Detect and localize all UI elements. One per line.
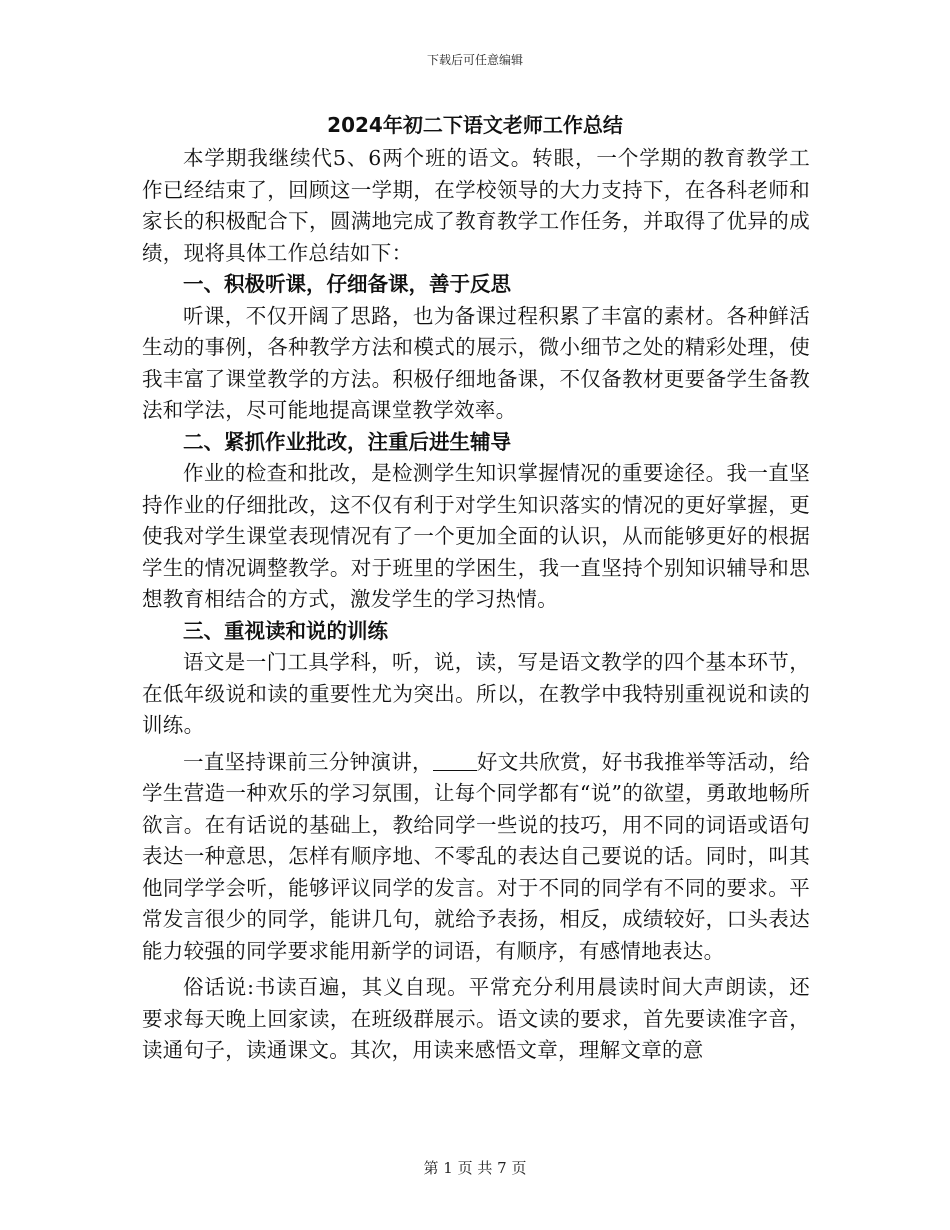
paragraph-2-lead-text: 一直坚持课前三分钟演讲， (183, 749, 433, 774)
section-3-heading: 三、重视读和说的训练 (183, 618, 388, 643)
intro-paragraph: 本学期我继续代5、6两个班的语文。转眼，一个学期的教育教学工作已经结束了，回顾这一学期，在学校领导的大力支持下，在各科老师和家长的积极配合下，圆满地完成了教育教学工作任务，并取得了优异的成绩，现将具体工作总结如下： (142, 146, 810, 265)
page-footer-indicator: 第 1 页 共 7 页 (423, 1159, 527, 1177)
section-1-heading: 一、积极听课，仔细备课，善于反思 (183, 272, 511, 296)
section-3-paragraph-1: 语文是一门工具学科，听，说，读，写是语文教学的四个基本环节，在低年级说和读的重要性尤为突出。所以，在教学中我特别重视说和读的训练。 (142, 650, 810, 737)
section-3-paragraph-2 (142, 747, 810, 968)
paragraph-2-rest-text: 好文共欣赏，好书我推举等活动，给学生营造一种欢乐的学习氛围，让每个同学都有“说”的欲望，勇敢地畅所欲言。在有话说的基础上，教给同学一些说的技巧，用不同的词语或语句表达一种意思，怎样有顺序地、不零乱的表达自己要说的话。同时，叫其他同学学会听，能够评议同学的发言。对于不同的同学有不同的要求。平常发言很少的同学，能讲几句，就给予表扬，相反，成绩较好，口头表达能力较强的同学要求能用新学的词语，有顺序，有感情地表达。 (142, 749, 810, 963)
document-title: 2024年初二下语文老师工作总结 (327, 113, 623, 137)
fill-in-blank (433, 752, 477, 771)
section-3-paragraph-3: 俗话说:书读百遍，其义自现。平常充分利用晨读时间大声朗读，还要求每天晚上回家读，在班级群展示。语文读的要求，首先要读准字音，读通句子，读通课文。其次，用读来感悟文章，理解文章的意 (142, 975, 810, 1062)
section-1-paragraph: 听课，不仅开阔了思路，也为备课过程积累了丰富的素材。各种鲜活生动的事例，各种教学方法和模式的展示，微小细节之处的精彩处理，使我丰富了课堂教学的方法。积极仔细地备课，不仅备教材更要备学生备教法和学法，尽可能地提高课堂教学效率。 (142, 303, 810, 422)
section-2-heading: 二、紧抓作业批改，注重后进生辅导 (183, 429, 511, 454)
section-2-paragraph: 作业的检查和批改，是检测学生知识掌握情况的重要途径。我一直坚持作业的仔细批改，这不仅有利于对学生知识落实的情况的更好掌握，更使我对学生课堂表现情况有了一个更加全面的认识，从而能够更好的根据学生的情况调整教学。对于班里的学困生，我一直坚持个别知识辅导和思想教育相结合的方式，激发学生的学习热情。 (142, 461, 810, 611)
document-body (142, 143, 810, 1067)
page-header-note: 下载后可任意编辑 (426, 53, 523, 67)
